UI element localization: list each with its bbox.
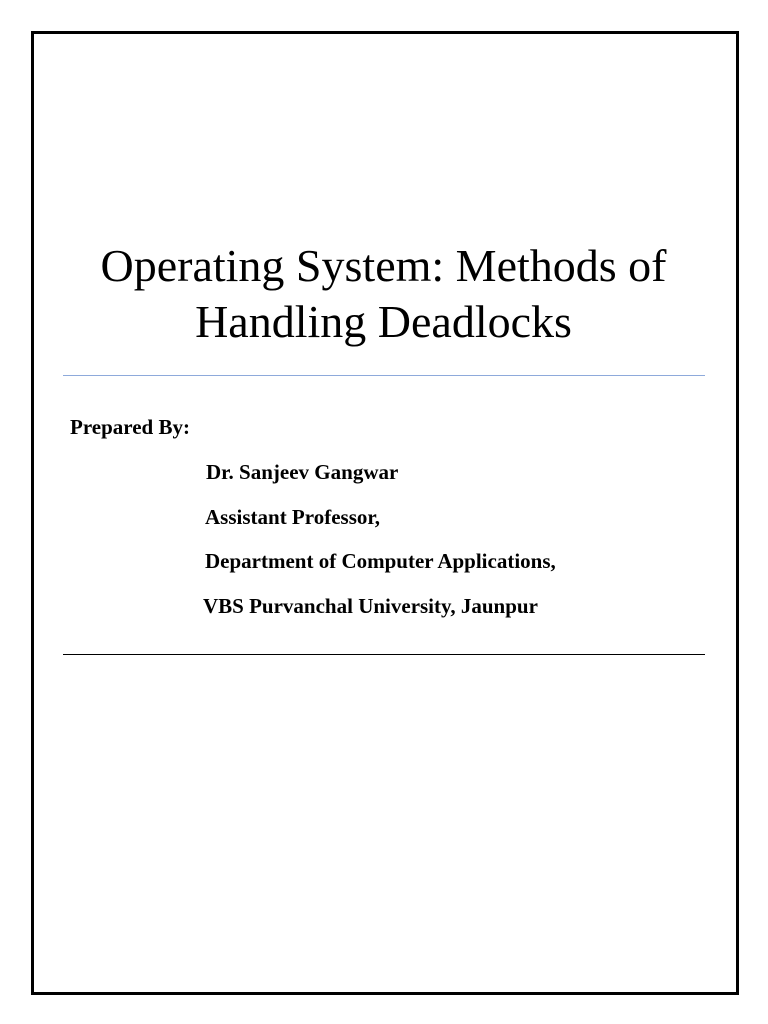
title-line-2: Handling Deadlocks: [195, 296, 572, 347]
page-border: [31, 31, 739, 995]
title-line-1: Operating System: Methods of: [100, 240, 667, 291]
bottom-divider: [63, 654, 705, 655]
title-divider: [63, 375, 705, 376]
prepared-by-label: Prepared By:: [70, 415, 190, 439]
document-title: [31, 238, 736, 350]
author-designation: Assistant Professor,: [205, 505, 381, 529]
author-institution: VBS Purvanchal University, Jaunpur: [203, 594, 538, 618]
author-department: Department of Computer Applications,: [205, 549, 556, 573]
author-name: Dr. Sanjeev Gangwar: [206, 460, 399, 484]
